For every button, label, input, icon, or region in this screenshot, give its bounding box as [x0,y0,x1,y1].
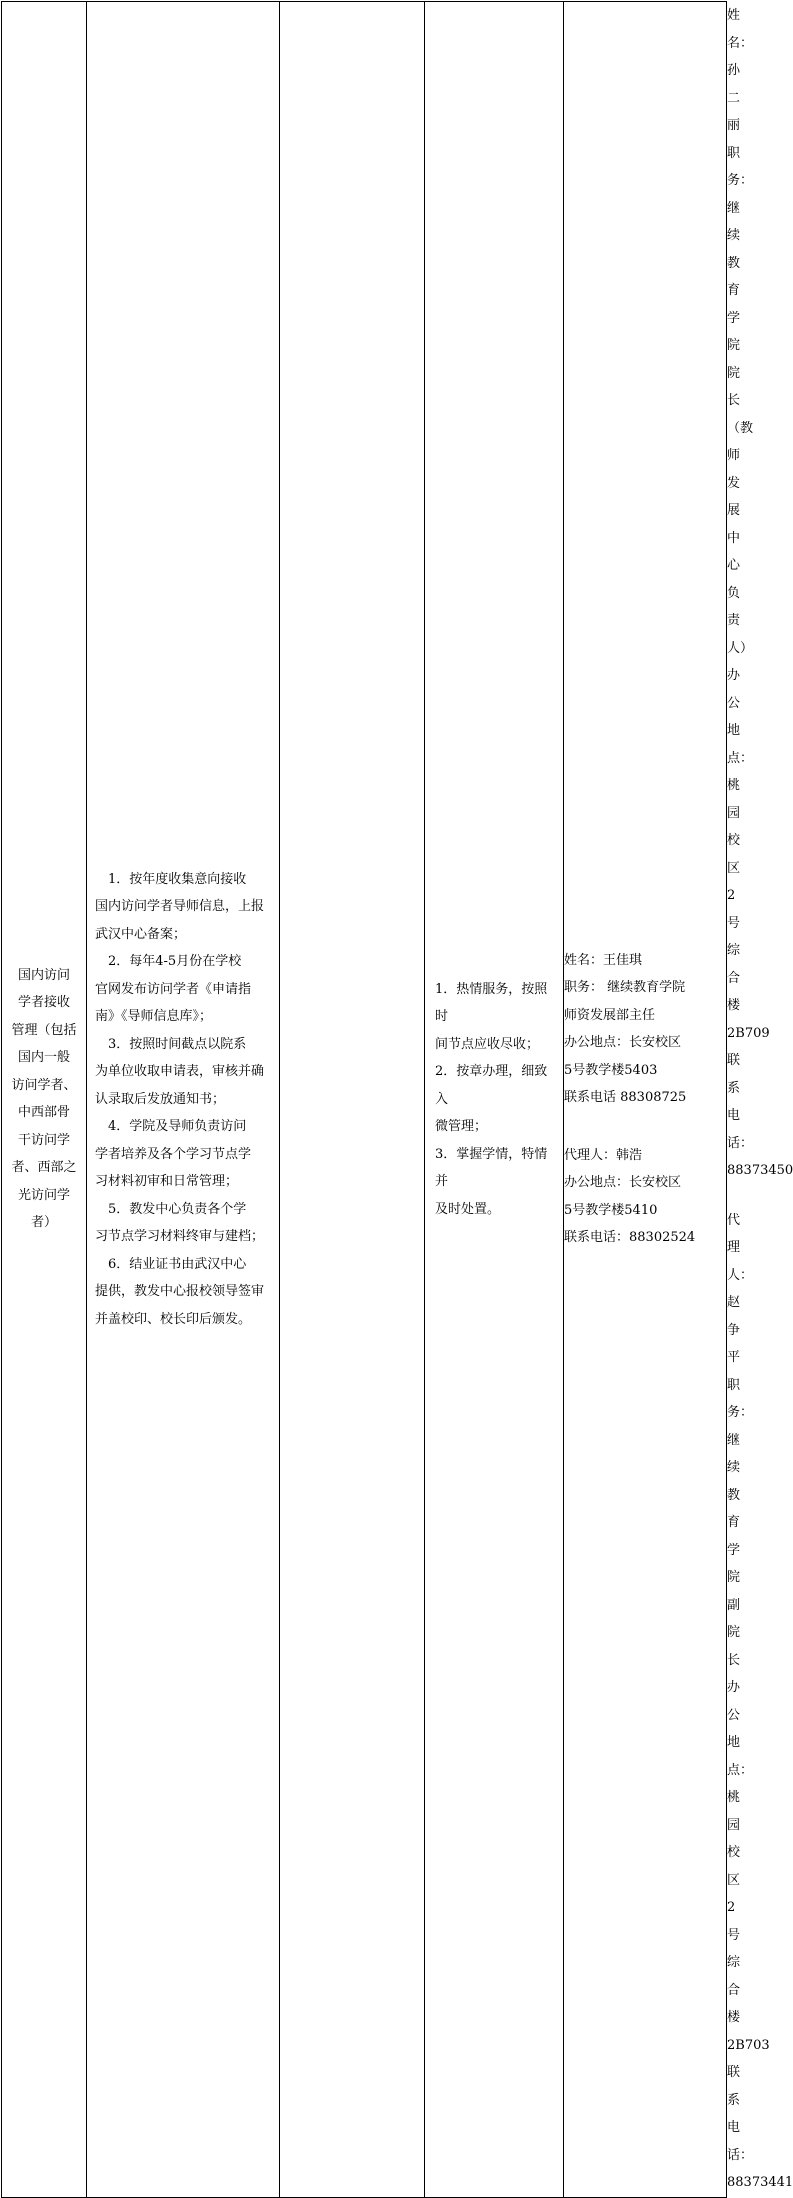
service-list [425,976,563,1224]
contact-a-deputy-office: 办公地点：长安校区 5号教学楼5410 [564,1175,682,1218]
contact-a-title: 职务： 继续教育学院 师资发展部主任 [564,980,686,1023]
procedure-cell [87,2,280,2198]
empty-cell [280,2,425,2198]
service-item: 2．按章办理，细致入 微管理； [435,1064,548,1134]
contact-a-name: 姓名：王佳琪 [564,952,643,968]
procedure-list [87,866,279,1334]
contact-a-phone: 联系电话 88308725 [564,1090,687,1106]
contact-cell-a [564,2,727,2198]
contact-a-office: 办公地点：长安校区 5号教学楼5403 [564,1035,682,1078]
procedure-item: 2．每年4-5月份在学校 官网发布访问学者《申请指 南》《导师信息库》； [95,954,252,1024]
responsibility-table [1,1,793,2198]
service-item: 3．掌握学情，特情并 及时处置。 [435,1146,548,1217]
service-cell [425,2,564,2198]
procedure-item: 1．按年度收集意向接收 国内访问学者导师信息，上报 武汉中心备案； [95,871,265,942]
spacer [564,1112,726,1142]
procedure-item: 5．教发中心负责各个学 习节点学习材料终审与建档； [95,1201,265,1244]
procedure-item: 4．学院及导师负责访问 学者培养及各个学习节点学 习材料初审和日常管理； [95,1119,252,1189]
procedure-item: 3．按照时间截点以院系 为单位收取申请表，审核并确 认录取后发放通知书； [95,1036,265,1107]
procedure-item: 6．结业证书由武汉中心 提供，教发中心报校领导签审 并盖校印、校长印后颁发。 [95,1256,265,1327]
service-item: 1．热情服务，按照时 间节点应收尽收； [435,981,548,1052]
contact-a-deputy-name: 代理人：韩浩 [564,1147,643,1163]
contact-a-deputy-phone: 联系电话：88302524 [564,1230,696,1246]
category-cell [2,2,87,2198]
table-row: 国内访问 学者接收 管理（包括 国内一般 访问学者、 中西部骨 干访问学 者、西部之 光访问学 者） 1．按年度收集意向接收 国内访问学者导师信息，上报 武汉中心备案； 2．每年4-5月份在学校 官网发布访问学者《申请指 南》《导师信息库》； 3．按照时间截点以院系 为单位收取申请表，审核并确 认录取后发放通知书； 4．学院及导师负责访问 学者培养及各个学习节点学 习材料初审和日常管理； 5．教发中心负责各个学 习节点学习材料终审与建档； 6．结业证书由武汉中心 提供，教发中心报校领导签审 并盖校印、校长印后颁发。 1．热情服务，按照时 间节点应收尽收； 2．按章办理，细致入 微管理； 3．掌握学情，特情并 及时处置。 姓名：王佳琪 职务： 继续教育学院 师资发展部主任 办公地点：长安校区 5号教学楼5403 联系电话 88308725 代理人：韩浩 办公地点：长安校区 5号教学楼5410 联系电话：88302524 姓名：孙二丽 职务：继续教育学院院 长（教师发展中心负责 人） 办公地点：桃园校区2 号综合楼2B709 联系电话：88373450 代理人：赵争平 职务：继续教育学院副 院长 办公地点：桃园校区2 号综合楼2B703 联系电话：88373441 [2,2,727,2198]
category-text: 国内访问 学者接收 管理（包括 国内一般 访问学者、 中西部骨 干访问学 者、西部之 光访问学 者） [11,967,77,1231]
